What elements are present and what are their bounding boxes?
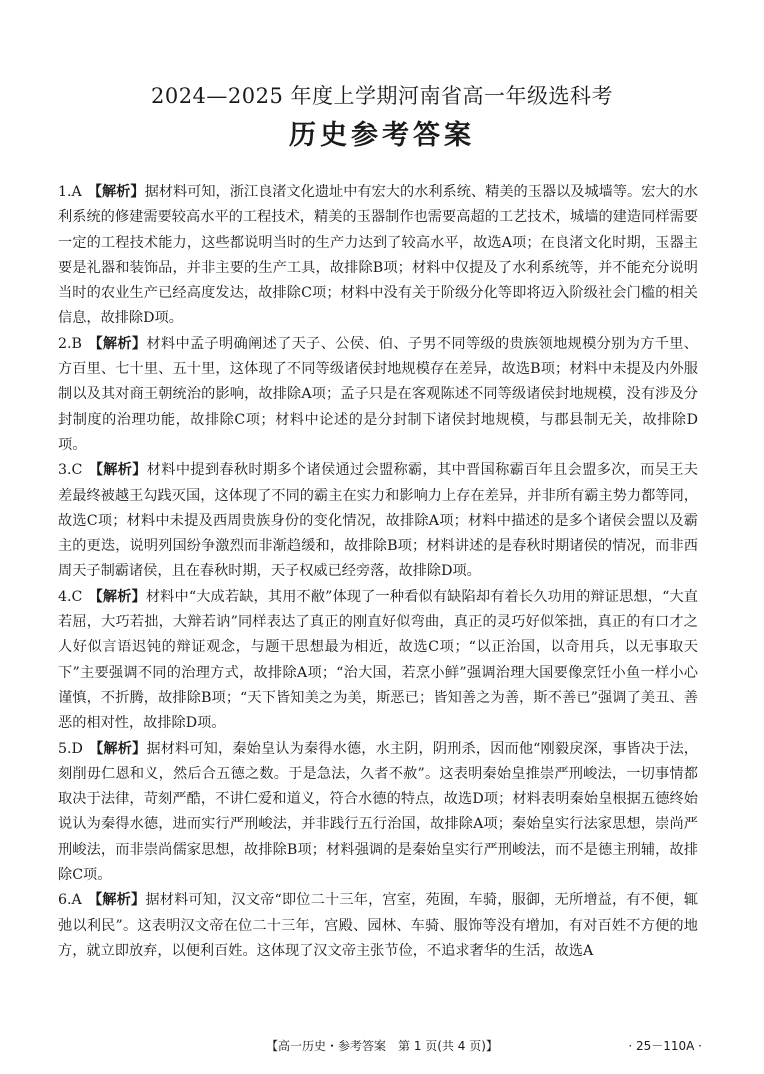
- analysis-tag: 【解析】: [88, 588, 146, 605]
- answer-item-1: [58, 180, 698, 332]
- answer-list: [58, 180, 698, 964]
- analysis-text: 材料中孟子明确阐述了天子、公侯、伯、子男不同等级的贵族领地规模分别为方千里、方百里、七十里、五十里，这体现了不同等级诸侯封地规模存在差异，故选B项；材料中未提及内外服制以及其对商王朝统治的影响，故排除A项；孟子只是在客观陈述不同等级诸侯封地规模，没有涉及分封制度的治理功能，故排除C项；材料中论述的是分封制下诸侯封地规模，与郡县制无关，故排除D项。: [58, 335, 698, 453]
- answer-number: 1.: [58, 184, 72, 200]
- footer-exam-code: · 25－110A ·: [628, 1039, 702, 1053]
- answer-choice: A: [71, 892, 82, 909]
- analysis-tag: 【解析】: [88, 462, 147, 479]
- page-subtitle: 历史参考答案: [289, 120, 475, 151]
- answer-number: 6.: [58, 892, 72, 909]
- analysis-tag: 【解析】: [87, 184, 145, 200]
- answer-item-5: [58, 737, 698, 889]
- answer-choice: A: [71, 184, 82, 200]
- analysis-text: 据材料可知，秦始皇认为秦得水德，水主阴，阴刑杀，因而他“刚毅戾深，事皆决于法，刻削毋仁恩和义，然后合五德之数。于是急法，久者不赦”。这表明秦始皇推崇严刑峻法，一切事情都取决于法律，苛刻严酷，不讲仁爱和道义，符合水德的特点，故选D项；材料表明秦始皇根据五德终始说认为秦得水德，进而实行严刑峻法，并非践行五行治国，故排除A项；秦始皇实行法家思想，崇尚严刑峻法，而非崇尚儒家思想，故排除B项；材料强调的是秦始皇实行严刑峻法，而不是德主刑辅，故排除C项。: [58, 740, 698, 884]
- footer-page-info: 【高一历史・参考答案 第 1 页(共 4 页)】: [266, 1039, 498, 1053]
- answer-item-2: [58, 332, 698, 458]
- page-title: 2024—2025 年度上学期河南省高一年级选科考: [150, 84, 614, 108]
- answer-number: 3.: [58, 462, 72, 479]
- analysis-text: 材料中提到春秋时期多个诸侯通过会盟称霸，其中晋国称霸百年且会盟多次，而吴王夫差最终被越王勾践灭国，这体现了不同的霸主在实力和影响力上存在差异，并非所有霸主势力都等同，故选C项；材料中未提及西周贵族身份的变化情况，故排除A项；材料中描述的是多个诸侯会盟以及霸主的更迭，说明列国纷争激烈而非渐趋缓和，故排除B项；材料讲述的是春秋时期诸侯的情况，而非西周天子制霸诸侯，且在春秋时期，天子权威已经旁落，故排除D项。: [58, 462, 698, 580]
- analysis-text: 据材料可知，汉文帝“即位二十三年，宫室，苑囿，车骑，服御，无所增益，有不便，辄弛以利民”。这表明汉文帝在位二十三年，宫殿、园林、车骑、服饰等没有增加，有对百姓不方便的地方，就立即放弃，以便利百姓。这体现了汉文帝主张节俭，不追求奢华的生活，故选A: [58, 892, 698, 959]
- analysis-tag: 【解析】: [87, 892, 146, 909]
- answer-number: 5.: [58, 740, 72, 757]
- analysis-tag: 【解析】: [87, 335, 147, 352]
- answer-item-4: [58, 585, 698, 737]
- answer-choice: C: [71, 588, 83, 605]
- analysis-tag: 【解析】: [88, 740, 147, 757]
- answer-item-3: [58, 458, 698, 584]
- answer-number: 4.: [58, 588, 72, 605]
- answer-choice: C: [71, 462, 83, 479]
- analysis-text: 材料中“大成若缺，其用不敝”体现了一种看似有缺陷却有着长久功用的辩证思想，“大直若屈，大巧若拙，大辩若讷”同样表达了真正的刚直好似弯曲，真正的灵巧好似笨拙，真正的有口才之人好似言语迟钝的辩证观念，与题干思想最为相近，故选C项；“以正治国，以奇用兵，以无事取天下”主要强调不同的治理方式，故排除A项；“治大国，若烹小鲜”强调治理大国要像烹饪小鱼一样小心谨慎，不折腾，故排除B项；“天下皆知美之为美，斯恶已；皆知善之为善，斯不善已”强调了美丑、善恶的相对性，故排除D项。: [58, 588, 698, 732]
- analysis-text: 据材料可知，浙江良渚文化遗址中有宏大的水利系统、精美的玉器以及城墙等。宏大的水利系统的修建需要较高水平的工程技术，精美的玉器制作也需要高超的工艺技术，城墙的建造同样需要一定的工程技术能力，这些都说明当时的生产力达到了较高水平，故选A项；在良渚文化时期，玉器主要是礼器和装饰品，并非主要的生产工具，故排除B项；材料中仅提及了水利系统等，并不能充分说明当时的农业生产已经高度发达，故排除C项；材料中没有关于阶级分化等即将迈入阶级社会门槛的相关信息，故排除D项。: [58, 184, 698, 327]
- answer-item-6: [58, 888, 698, 964]
- answer-choice: B: [71, 335, 82, 352]
- answer-choice: D: [71, 740, 83, 757]
- answer-number: 2.: [58, 335, 72, 352]
